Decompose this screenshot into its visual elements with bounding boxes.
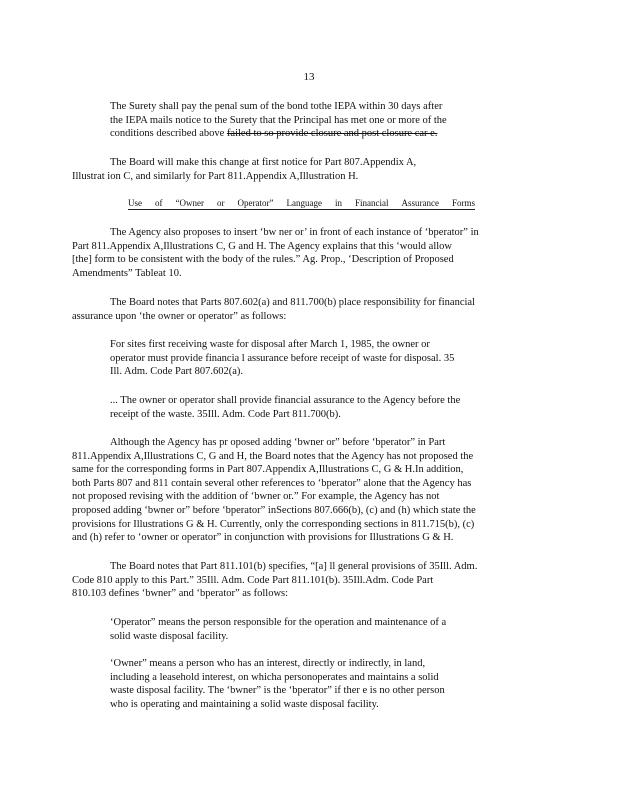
quote-811-700 (110, 394, 460, 421)
section-heading (128, 198, 475, 210)
quote-surety (110, 100, 447, 141)
text-line: proposed adding ‘bwner or” before ‘bperator” inSections 807.666(b), (c) and (h) which state the (72, 504, 476, 516)
text-line: [the] form to be consistent with the body of the rules.” Ag. Prop., ‘Description of Proposed (72, 254, 454, 266)
text-line: For sites first receiving waste for disposal after March 1, 1985, the owner or (110, 339, 430, 350)
heading-word: Use (128, 198, 142, 208)
text-line: Illustrat ion C, and similarly for Part 811.Appendix A,Illustration H. (72, 170, 359, 182)
heading-word: Assurance (401, 198, 439, 208)
quote-operator-definition (110, 616, 446, 643)
text-line: 810.103 defines ‘bwner” and ‘bperator” as follows: (72, 588, 289, 600)
text-line: The Board will make this change at first notice for Part 807.Appendix A, (110, 157, 417, 168)
text-line: including a leasehold interest, on whicha personoperates and maintains a solid (110, 671, 439, 683)
text-line: The Board notes that Part 811.101(b) specifies, “[a] ll general provisions of 35Ill. Adm. (110, 561, 478, 572)
text-line: provisions for Illustrations G & H. Currently, only the corresponding sections in 811.715(b), (c) (72, 518, 475, 530)
heading-word: of (155, 198, 163, 208)
text-line: 811.Appendix A,Illustrations C, G and H, the Board notes that the Agency has not proposed the (72, 450, 474, 462)
heading-word: Forms (451, 198, 475, 208)
page-number: 13 (303, 71, 315, 83)
paragraph-although (72, 436, 476, 545)
text-line: operator must provide financia l assurance before receipt of waste for disposal. 35 (110, 352, 455, 364)
text-line: Amendments” Tableat 10. (72, 267, 182, 279)
text-line: ‘Operator” means the person responsible for the operation and maintenance of a (110, 617, 447, 628)
quote-807-602 (110, 338, 454, 379)
paragraph-part-811-101 (72, 560, 477, 601)
text-line: assurance upon ‘the owner or operator” as follows: (72, 310, 287, 322)
text-span: conditions described above (110, 128, 227, 140)
text-line: The Surety shall pay the penal sum of the bond tothe IEPA within 30 days after (110, 101, 443, 112)
heading-word: “Owner (175, 198, 204, 208)
paragraph-board-notes-parts (72, 296, 475, 323)
paragraph-agency-proposes (72, 226, 479, 280)
text-line: not proposed revising with the addition of ‘bwner or.” For example, the Agency has not (72, 491, 440, 503)
heading-word: in (334, 198, 342, 208)
text-line: receipt of the waste. 35Ill. Adm. Code Part 811.700(b). (110, 408, 341, 420)
text-line: Part 811.Appendix A,Illustrations C, G and H. The Agency explains that this ‘would allow (72, 240, 452, 252)
heading-word: Financial (354, 198, 389, 208)
struck-text: failed to so provide closure and post closure car e. (226, 128, 438, 140)
text-line: same for the corresponding forms in Part 807.Appendix A,Illustrations C, G & H.In addition, (72, 464, 464, 476)
text-line: ... The owner or operator shall provide financial assurance to the Agency before the (110, 395, 461, 406)
heading-word: Operator” (237, 198, 274, 208)
text-line: Code 810 apply to this Part.” 35Ill. Adm. Code Part 811.101(b). 35Ill.Adm. Code Part (72, 574, 434, 586)
heading-word: or (217, 198, 225, 208)
text-line: ‘Owner” means a person who has an interest, directly or indirectly, in land, (110, 658, 426, 669)
text-line: the IEPA mails notice to the Surety that the Principal has met one or more of the (110, 114, 447, 126)
text-line (110, 127, 447, 141)
heading-word: Language (286, 198, 322, 208)
quote-owner-definition (110, 657, 445, 711)
text-line: solid waste disposal facility. (110, 630, 229, 642)
text-line: and (h) refer to ‘owner or operator” in conjunction with provisions for Illustrations G & H. (72, 532, 454, 544)
text-line: waste disposal facility. The ‘bwner” is the ‘bperator” if ther e is no other person (110, 685, 445, 697)
text-line: who is operating and maintaining a solid waste disposal facility. (110, 698, 379, 710)
text-line: both Parts 807 and 811 contain several other references to ‘bperator” alone that the Agency has (72, 477, 472, 489)
text-line: The Board notes that Parts 807.602(a) and 811.700(b) place responsibility for financial (110, 297, 475, 308)
text-line: The Agency also proposes to insert ‘bw ner or’ in front of each instance of ‘bperator” in (110, 227, 479, 238)
text-line: Although the Agency has pr oposed adding ‘bwner or” before ‘bperator” in Part (110, 437, 446, 448)
paragraph-board-change (72, 156, 416, 183)
text-line: Ill. Adm. Code Part 807.602(a). (110, 366, 243, 378)
